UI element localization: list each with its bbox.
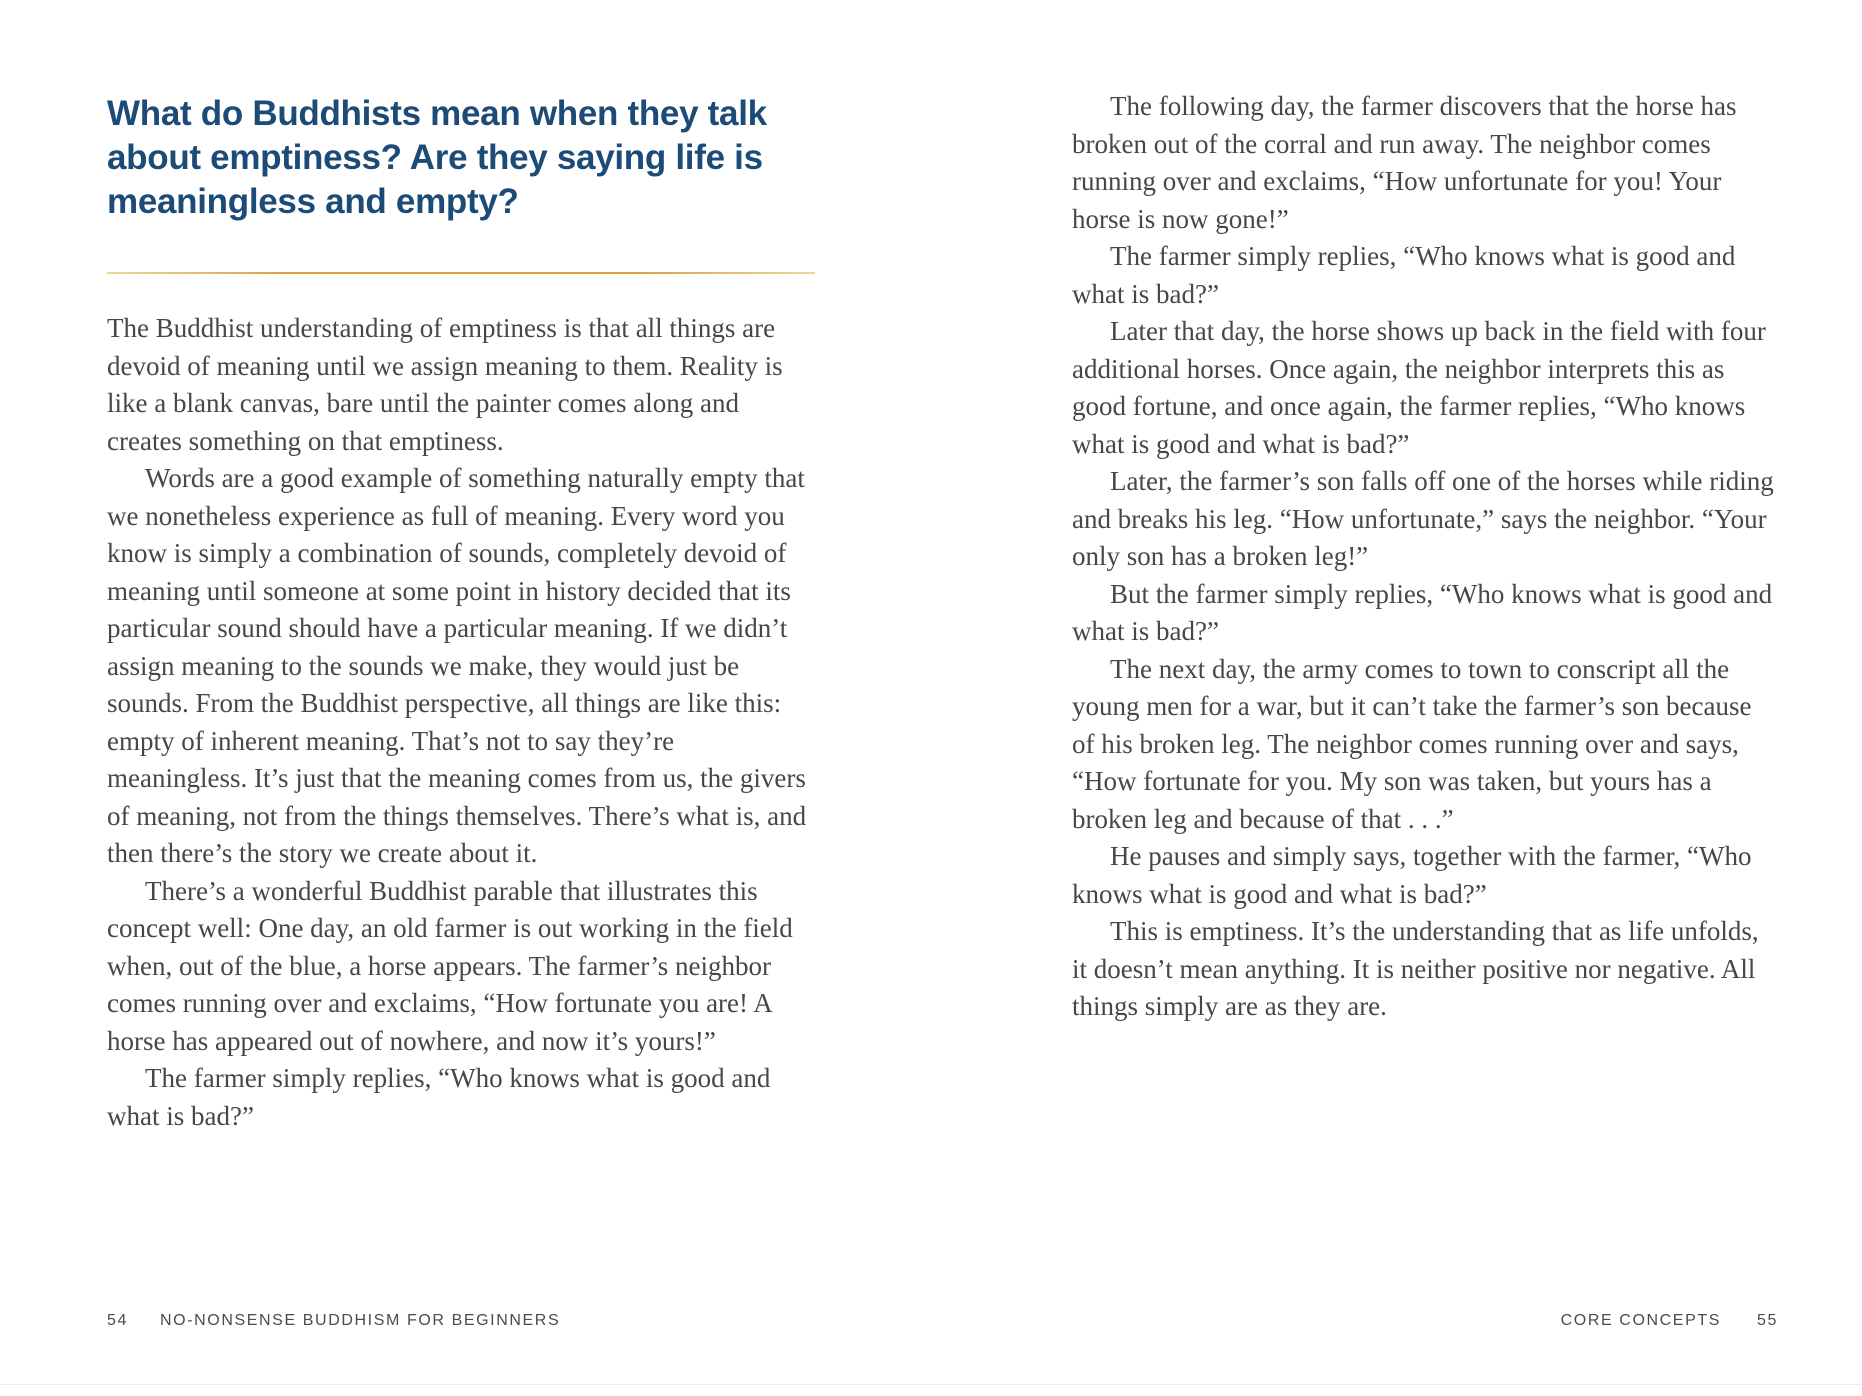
body-paragraph: Later that day, the horse shows up back in the field with four additional horses. Once again, the neighbor interprets this as good fortune, and once again, the farmer replies, “Who knows what is good and what is bad?” [1072, 316, 1766, 459]
left-page-text-column [107, 92, 815, 1135]
page-title: What do Buddhists mean when they talk about emptiness? Are they saying life is meaningless and empty? [107, 94, 767, 221]
body-paragraph: The next day, the army comes to town to conscript all the young men for a war, but it can’t take the farmer’s son because of his broken leg. The neighbor comes running over and says, “How fortunate for you. My son was taken, but yours has a broken leg and because of that . . .” [1072, 653, 1752, 834]
running-title: NO-NONSENSE BUDDHISM FOR BEGINNERS [160, 1312, 561, 1329]
running-title: CORE CONCEPTS [1560, 1312, 1721, 1329]
page-number: 55 [1757, 1312, 1778, 1329]
body-paragraph: The following day, the farmer discovers that the horse has broken out of the corral and run away. The neighbor comes running over and exclaims, “How unfortunate for you! Your horse is now gone!” [1072, 91, 1737, 234]
right-page-footer [1561, 1312, 1778, 1330]
page-number: 54 [107, 1312, 128, 1329]
body-paragraph: He pauses and simply says, together with the farmer, “Who knows what is good and what is bad?” [1072, 841, 1752, 909]
body-paragraph: The farmer simply replies, “Who knows what is good and what is bad?” [1072, 241, 1736, 309]
body-paragraph: Later, the farmer’s son falls off one of the horses while riding and breaks his leg. “How unfortunate,” says the neighbor. “Your only son has a broken leg!” [1072, 466, 1774, 571]
body-paragraph: The farmer simply replies, “Who knows what is good and what is bad?” [107, 1063, 771, 1131]
body-paragraph: Words are a good example of something naturally empty that we nonetheless experience as full of meaning. Every word you know is simply a combination of sounds, completely devoid of meaning until someone at some point in history decided that its particular sound should have a particular meaning. If we didn’t assign meaning to the sounds we make, they would just be sounds. From the Buddhist perspective, all things are like this: empty of inherent meaning. That’s not to say they’re meaningless. It’s just that the meaning comes from us, the givers of meaning, not from the things themselves. There’s what is, and then there’s the story we create about it. [107, 463, 807, 868]
body-paragraph: The Buddhist understanding of emptiness is that all things are devoid of meaning until we assign meaning to them. Reality is like a blank canvas, bare until the painter comes along and creates something on that emptiness. [107, 313, 783, 456]
right-page-text-column [1072, 88, 1780, 1026]
body-paragraph: But the farmer simply replies, “Who knows what is good and what is bad?” [1072, 578, 1773, 646]
page-edge-line [0, 1384, 1862, 1385]
left-page-footer [107, 1312, 560, 1330]
heading-divider-rule [107, 272, 815, 274]
body-paragraph: There’s a wonderful Buddhist parable that illustrates this concept well: One day, an old farmer is out working in the field when, out of the blue, a horse appears. The farmer’s neighbor comes running over and exclaims, “How fortunate you are! A horse has appeared out of nowhere, and now it’s yours!” [107, 875, 793, 1056]
body-paragraph: This is emptiness. It’s the understanding that as life unfolds, it doesn’t mean anything. It is neither positive nor negative. All things simply are as they are. [1072, 916, 1759, 1021]
